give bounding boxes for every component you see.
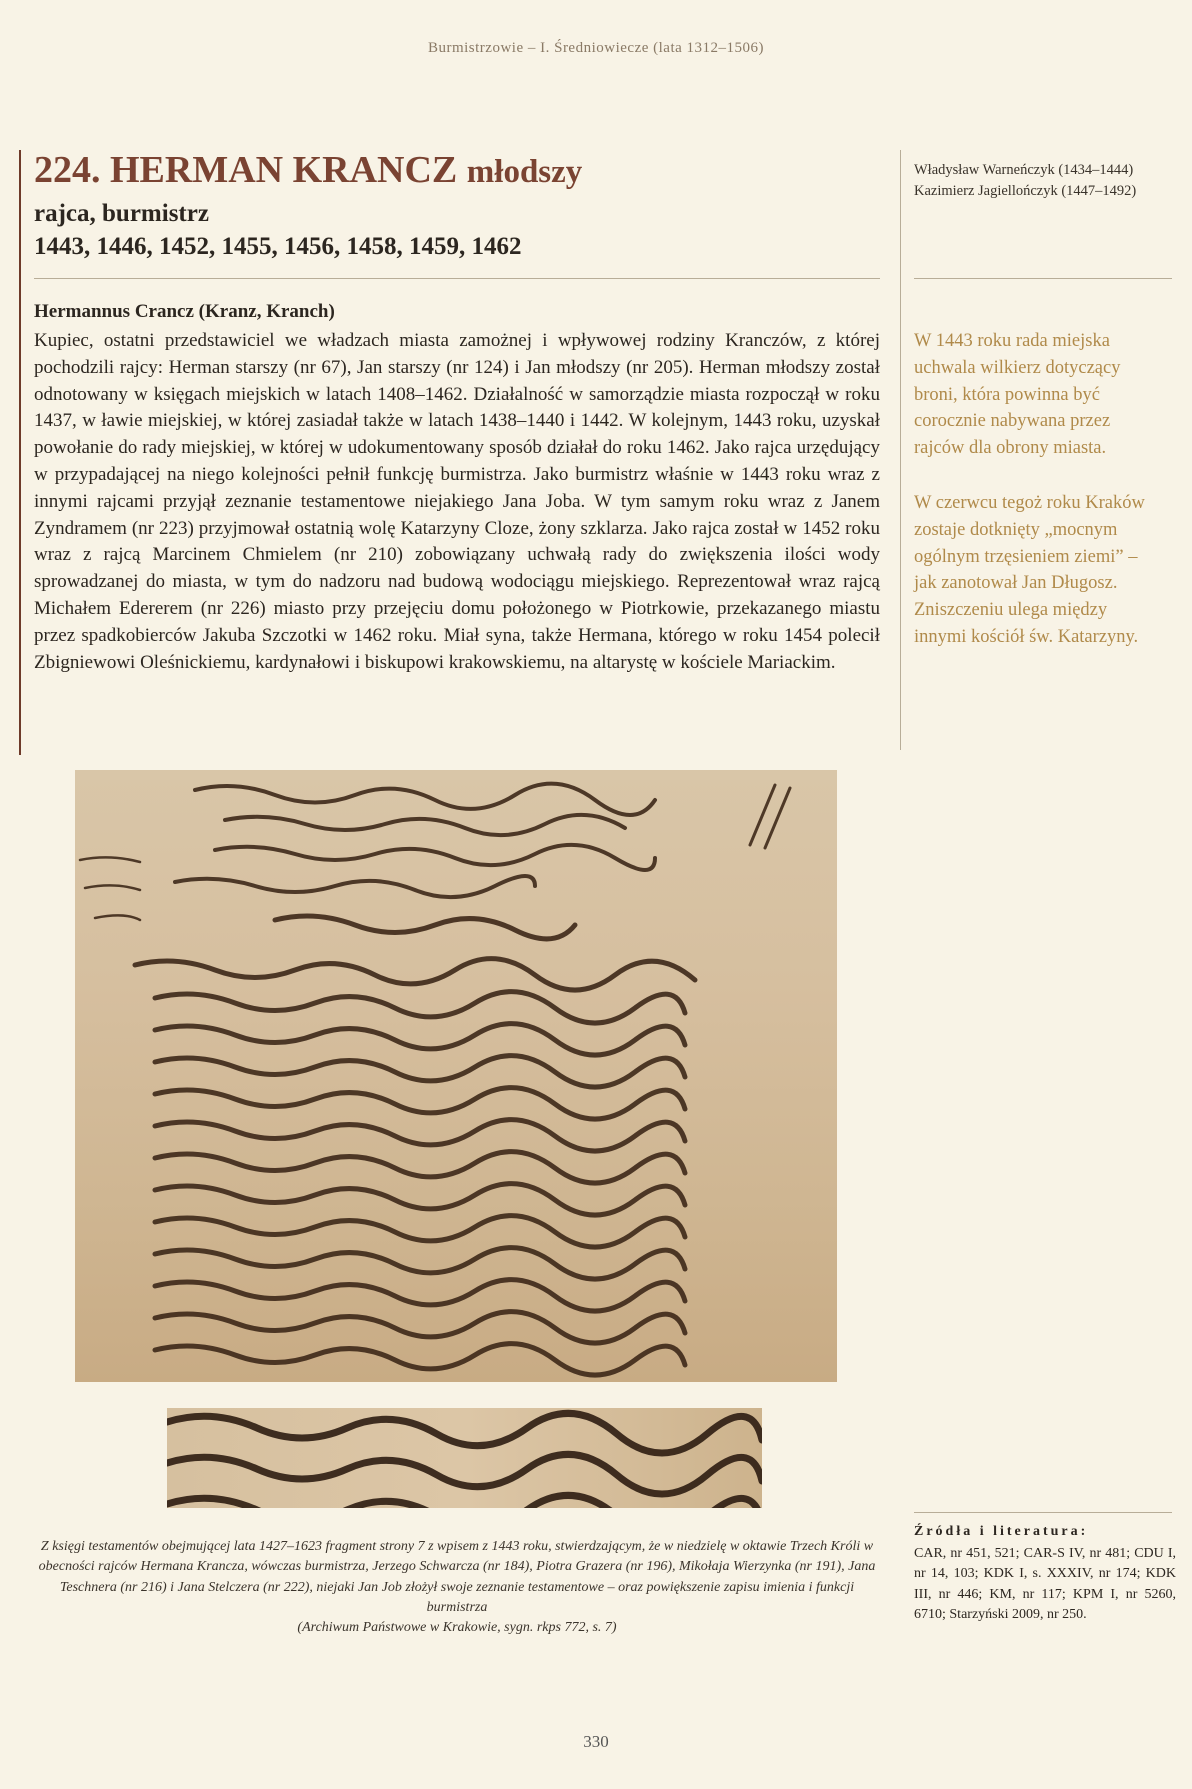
figure-caption <box>34 1537 880 1638</box>
biography <box>34 328 880 676</box>
manuscript-image <box>75 770 837 1382</box>
manuscript-handwriting <box>75 770 837 1382</box>
entry-title-main: 224. HERMAN KRANCZ <box>34 149 458 191</box>
manuscript-detail-image <box>167 1408 762 1508</box>
sources-heading: Źródła i literatura: <box>914 1524 1089 1539</box>
ruler-item: Kazimierz Jagiellończyk (1447–1492) <box>914 183 1137 200</box>
side-note: W 1443 roku rada miejska uchwala wilkierz dotyczący broni, która powinna być corocznie nabywana przez rajców dla obrony miasta. <box>914 331 1121 459</box>
entry-subtitle: rajca, burmistrz <box>34 200 209 227</box>
biography-text: Kupiec, ostatni przedstawiciel we władzach miasta zamożnej i wpływowej rodziny Kranczów, z której pochodzili rajcy: Herman starszy (nr 67), Jan starszy (nr 124) i Jan młodszy (nr 205). Herman młodszy został odnotowany w księgach miejskich w latach 1408–1462. Działalność w samorządzie miasta rozpoczął w roku 1437, w ławie miejskiej, w której zasiadał także w latach 1438–1440 i 1442. W kolejnym, 1443 roku, uzyskał powołanie do rady miejskiej, w której w udokumentowany sposób działał do roku 1462. Jako rajca urzędujący w przypadającej na niego kolejności pełnił funkcję burmistrza. Jako burmistrz właśnie w 1443 roku wraz z innymi rajcami przyjął zeznanie testamentowe niejakiego Jana Joba. W tym samym roku wraz z Janem Zyndramem (nr 223) przyjmował ostatnią wolę Katarzyny Cloze, żony szklarza. Jako rajca został w 1452 roku wraz z rajcą Marcinem Chmielem (nr 210) zobowiązany uchwałą rady do zwiększenia ilości wody sprowadzanej do miasta, w tym do nadzoru nad budową wodociągu miejskiego. Reprezentował wraz rajcą Michałem Edererem (nr 226) miasto przy przejęciu domu położonego w Piotrkowie, przekazanego miastu przez spadkobierców Jakuba Szczotki w 1462 roku. Miał syna, także Hermana, którego w roku 1454 polecił Zbigniewowi Oleśnickiemu, kardynałowi i biskupowi krakowskiemu, na altarystę w kościele Mariackim. <box>34 330 880 673</box>
entry-years: 1443, 1446, 1452, 1455, 1456, 1458, 1459, 1462 <box>34 233 522 260</box>
entry-title-suffix: młodszy <box>466 154 583 190</box>
side-note: W czerwcu tegoż roku Kraków zostaje dotknięty „mocnym ogólnym trzęsieniem ziemi” – jak zanotował Jan Długosz. Zniszczeniu ulega między innymi kościół św. Katarzyny. <box>914 493 1145 647</box>
rulers-list <box>914 160 1174 202</box>
ruler-item: Władysław Warneńczyk (1434–1444) <box>914 162 1134 178</box>
entry-title <box>34 150 894 192</box>
caption-text: Z księgi testamentów obejmującej lata 1427–1623 fragment strony 7 z wpisem z 1443 roku, stwierdzającym, że w niedzielę w oktawie Trzech Króli w obecności rajców Hermana Krancza, wówczas burmistrza, Jerzego Schwarcza (nr 184), Piotra Grazera (nr 196), Mikołaja Wierzynka (nr 191), Jana Teschnera (nr 216) i Jana Stelczera (nr 222), niejaki Jan Job złożył swoje zeznanie testamentowe – oraz powiększenie zapisu imienia i funkcji burmistrza <box>38 1539 876 1615</box>
side-header-divider <box>914 278 1172 279</box>
sources-divider <box>914 1512 1172 1513</box>
sources-list: CAR, nr 451, 521; CAR-S IV, nr 481; CDU I, nr 14, 103; KDK I, s. XXXIV, nr 174; KDK III, nr 446; KM, nr 117; KPM I, nr 5260, 6710; Starzyński 2009, nr 250. <box>914 1546 1176 1622</box>
running-head: Burmistrzowie – I. Średniowiecze (lata 1312–1506) <box>427 40 765 56</box>
header-divider <box>34 278 880 279</box>
page-number: 330 <box>583 1732 609 1751</box>
manuscript-detail-handwriting <box>167 1408 762 1508</box>
accent-rule <box>19 150 21 755</box>
latin-name: Hermannus Crancz (Kranz, Kranch) <box>34 301 335 322</box>
caption-source: (Archiwum Państwowe w Krakowie, sygn. rkps 772, s. 7) <box>297 1620 617 1636</box>
column-divider <box>900 150 901 750</box>
